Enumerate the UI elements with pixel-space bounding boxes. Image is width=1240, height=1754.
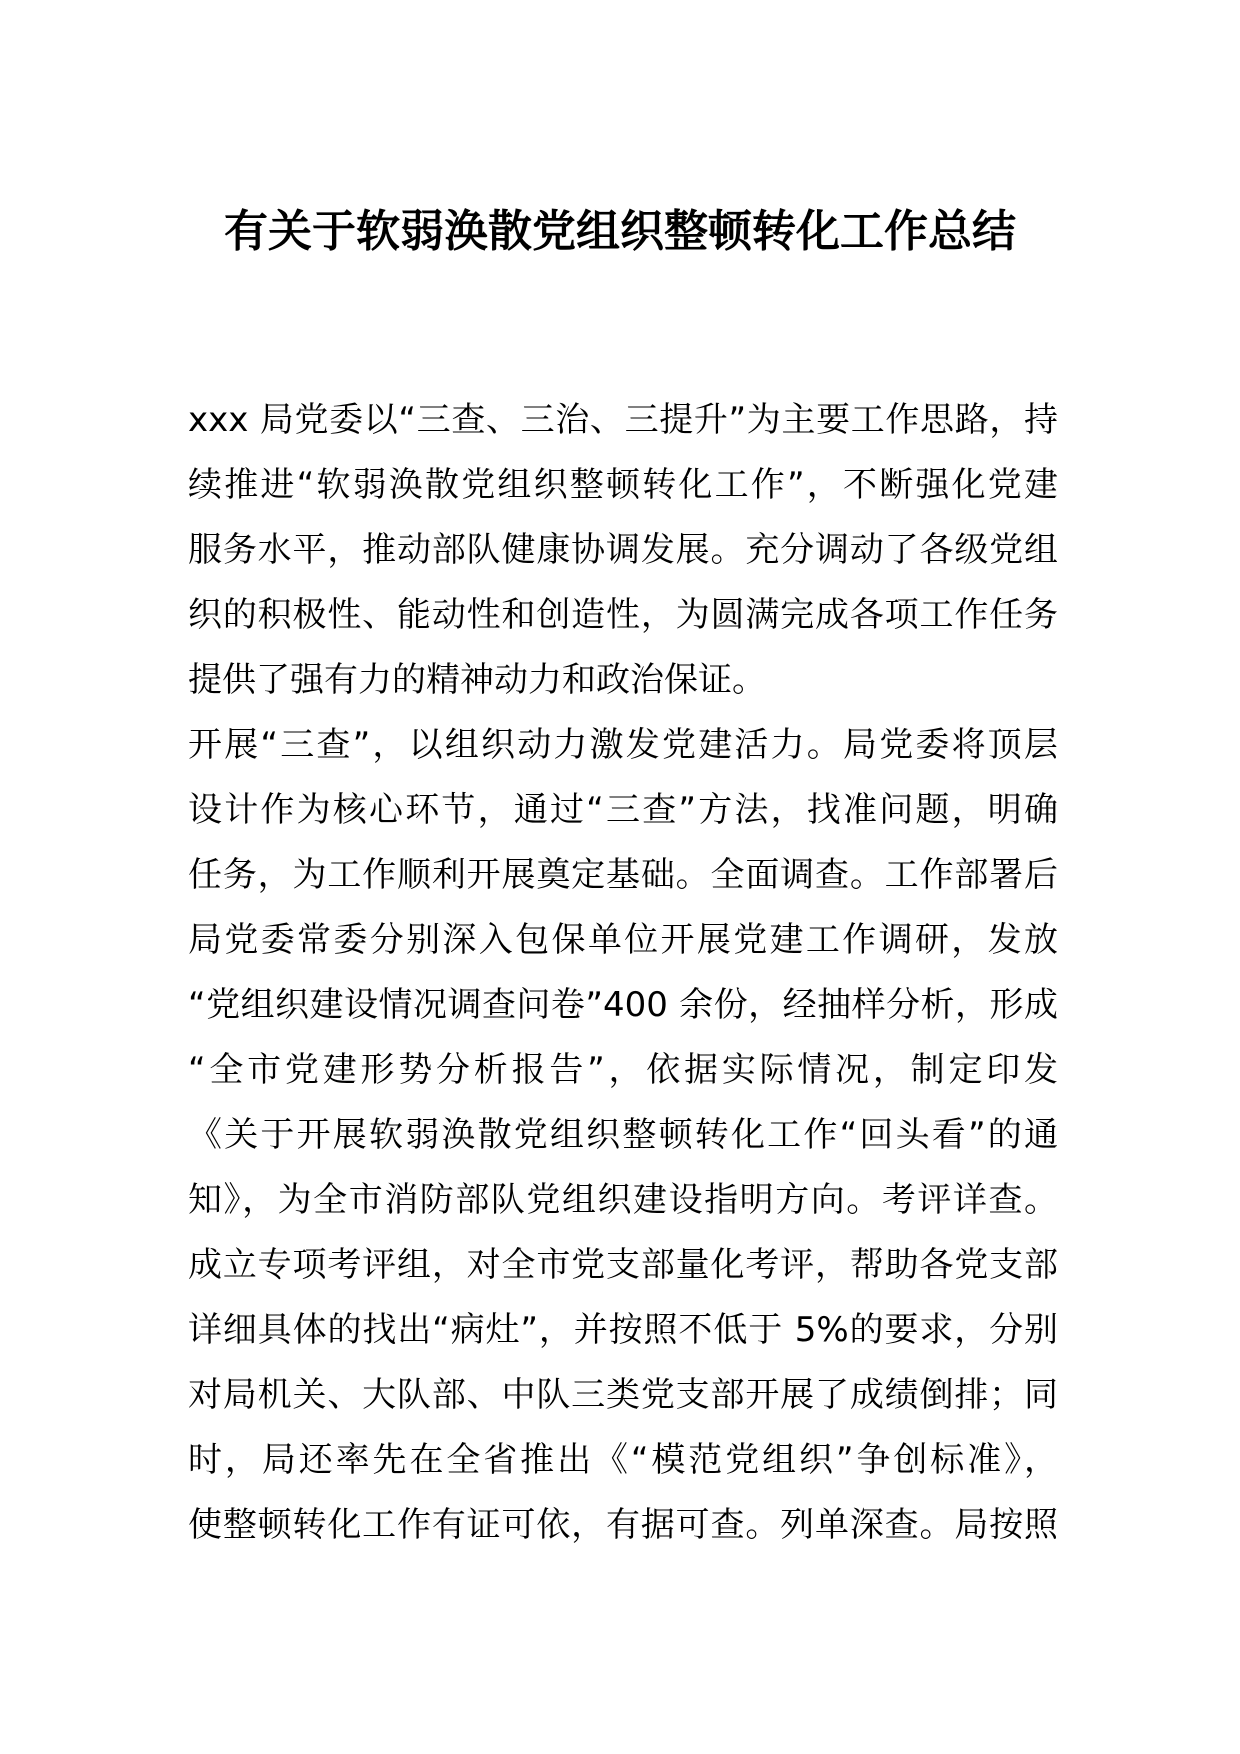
document-title: 有关于软弱涣散党组织整顿转化工作总结 (224, 206, 1016, 257)
body-line: 设计作为核心环节，通过“三查”方法，找准问题，明确 (188, 790, 1058, 830)
body-line: xxx 局党委以“三查、三治、三提升”为主要工作思路，持 (188, 400, 1058, 440)
body-line: 《关于开展软弱涣散党组织整顿转化工作“回头看”的通 (188, 1115, 1058, 1155)
body-line: 提供了强有力的精神动力和政治保证。 (188, 660, 766, 700)
body-line: 局党委常委分别深入包保单位开展党建工作调研，发放 (188, 920, 1058, 960)
body-line: 服务水平，推动部队健康协调发展。充分调动了各级党组 (188, 530, 1058, 570)
body-line: 详细具体的找出“病灶”，并按照不低于 5%的要求，分别 (188, 1310, 1058, 1350)
body-line: “全市党建形势分析报告”，依据实际情况，制定印发 (188, 1050, 1058, 1090)
body-line: 对局机关、大队部、中队三类党支部开展了成绩倒排；同 (188, 1375, 1058, 1415)
document-body (188, 388, 1058, 1558)
body-line: 时，局还率先在全省推出《“模范党组织”争创标准》， (188, 1440, 1058, 1480)
body-line: 成立专项考评组，对全市党支部量化考评，帮助各党支部 (188, 1245, 1058, 1285)
body-line: “党组织建设情况调查问卷”400 余份，经抽样分析，形成 (188, 985, 1058, 1025)
body-line: 任务，为工作顺利开展奠定基础。全面调查。工作部署后 (188, 855, 1058, 895)
body-line: 知》，为全市消防部队党组织建设指明方向。考评详查。 (188, 1180, 1058, 1220)
body-line: 使整顿转化工作有证可依，有据可查。列单深查。局按照 (188, 1505, 1058, 1545)
body-line: 开展“三查”，以组织动力激发党建活力。局党委将顶层 (188, 725, 1058, 765)
body-line: 续推进“软弱涣散党组织整顿转化工作”，不断强化党建 (188, 465, 1058, 505)
body-line: 织的积极性、能动性和创造性，为圆满完成各项工作任务 (188, 595, 1058, 635)
